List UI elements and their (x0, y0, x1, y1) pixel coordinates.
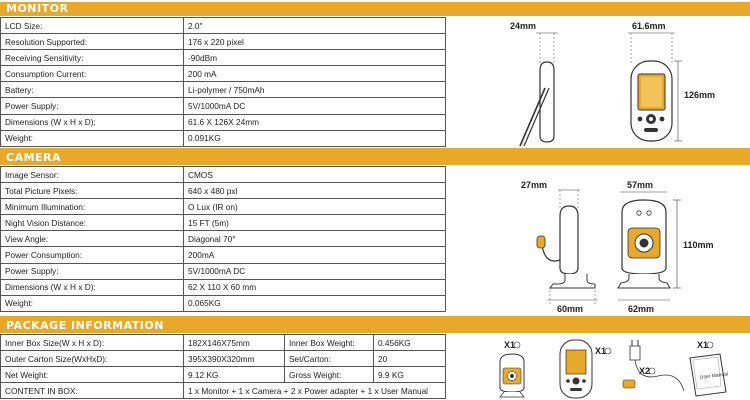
package-value2: 9.9 KG (374, 367, 446, 383)
camera-height-label: 110mm (683, 240, 714, 250)
camera-spec-label: Weight: (1, 295, 184, 311)
monitor-height-label: 126mm (684, 90, 716, 100)
monitor-spec-row (1, 130, 446, 146)
camera-width-bottom-label: 62mm (628, 304, 655, 314)
monitor-spec-label: LCD Size: (1, 18, 184, 34)
camera-spec-label: Total Picture Pixels: (1, 183, 184, 199)
camera-spec-row (1, 167, 446, 183)
package-value2: 0.456KG (374, 335, 446, 351)
monitor-spec-value: 176 x 220 pixel (184, 34, 446, 50)
package-info-table (0, 334, 446, 399)
camera-spec-value: Diagonal 70° (184, 231, 446, 247)
monitor-spec-value: 5V/1000mA DC (184, 98, 446, 114)
monitor-spec-label: Battery: (1, 82, 184, 98)
package-value2: 20 (374, 351, 446, 367)
monitor-spec-table (0, 17, 446, 147)
package-content-label: CONTENT IN BOX: (1, 383, 184, 399)
monitor-spec-label: Weight: (1, 130, 184, 146)
camera-spec-label: Power Consumption: (1, 247, 184, 263)
camera-width-top-label: 57mm (627, 180, 654, 190)
package-content-row (1, 383, 446, 399)
camera-spec-label: Power Supply: (1, 263, 184, 279)
package-section-header: PACKAGE INFORMATION (0, 319, 750, 333)
monitor-spec-label: Power Supply: (1, 98, 184, 114)
monitor-depth-label: 24mm (510, 21, 537, 31)
package-content-value: 1 x Monitor + 1 x Camera + 2 x Power adapter + 1 x User Manual (184, 383, 446, 399)
camera-spec-label: Image Sensor: (1, 167, 184, 183)
package-value: 9.12 KG (184, 367, 285, 383)
monitor-spec-label: Consumption Current: (1, 66, 184, 82)
camera-spec-table (0, 166, 446, 312)
package-value: 182X146X75mm (184, 335, 285, 351)
camera-section-header: CAMERA (0, 151, 750, 165)
camera-spec-row (1, 231, 446, 247)
camera-spec-row (1, 199, 446, 215)
camera-qty-label: X1 (504, 340, 516, 350)
package-row (1, 351, 446, 367)
camera-spec-row (1, 215, 446, 231)
monitor-spec-row (1, 114, 446, 130)
package-label2: Inner Box Weight: (285, 335, 374, 351)
monitor-spec-row (1, 50, 446, 66)
monitor-spec-row (1, 82, 446, 98)
camera-spec-label: Minimum Illumination: (1, 199, 184, 215)
monitor-spec-value: 200 mA (184, 66, 446, 82)
monitor-qty-label: X1 (595, 346, 607, 356)
monitor-spec-row (1, 66, 446, 82)
package-label2: Set/Carton: (285, 351, 374, 367)
camera-spec-label: Dimensions (W x H x D): (1, 279, 184, 295)
monitor-spec-value: 61.6 X 126X 24mm (184, 114, 446, 130)
monitor-spec-label: Resolution Supported: (1, 34, 184, 50)
adapter-qty-label: X2 (639, 366, 651, 376)
camera-spec-label: Night Vision Distance: (1, 215, 184, 231)
camera-spec-value: 62 X 110 X 60 mm (184, 279, 446, 295)
package-row (1, 367, 446, 383)
monitor-spec-value: 0.091KG (184, 130, 446, 146)
monitor-spec-row (1, 98, 446, 114)
monitor-spec-label: Dimensions (W x H x D): (1, 114, 184, 130)
package-value: 395X390X320mm (184, 351, 285, 367)
monitor-spec-label: Receiving Sensitivity: (1, 50, 184, 66)
camera-depth-bottom-label: 60mm (557, 304, 584, 314)
camera-spec-row (1, 279, 446, 295)
monitor-spec-value: -90dBm (184, 50, 446, 66)
camera-spec-value: 640 x 480 pxl (184, 183, 446, 199)
camera-spec-value: O Lux (IR on) (184, 199, 446, 215)
package-label: Net Weight: (1, 367, 184, 383)
monitor-section-header: MONITOR (0, 2, 750, 16)
camera-spec-value: 0.065KG (184, 295, 446, 311)
package-label2: Gross Weight: (285, 367, 374, 383)
monitor-spec-row (1, 34, 446, 50)
camera-depth-top-label: 27mm (521, 180, 548, 190)
monitor-spec-value: 2.0" (184, 18, 446, 34)
camera-spec-row (1, 295, 446, 311)
package-label: Outer Carton Size(WxHxD): (1, 351, 184, 367)
camera-spec-row (1, 263, 446, 279)
manual-qty-label: X1 (697, 340, 709, 350)
camera-spec-value: 200mA (184, 247, 446, 263)
camera-spec-row (1, 247, 446, 263)
camera-spec-value: 5V/1000mA DC (184, 263, 446, 279)
package-row (1, 335, 446, 351)
package-contents-illustration (488, 336, 743, 400)
camera-spec-value: 15 FT (5m) (184, 215, 446, 231)
monitor-dimension-diagram (500, 18, 740, 148)
monitor-width-label: 61.6mm (632, 21, 666, 31)
camera-dimension-diagram (505, 170, 740, 315)
camera-spec-row (1, 183, 446, 199)
monitor-spec-value: Li-polymer / 750mAh (184, 82, 446, 98)
camera-spec-value: CMOS (184, 167, 446, 183)
manual-cover-text: User Manual (699, 371, 729, 381)
monitor-spec-row (1, 18, 446, 34)
camera-spec-label: View Angle: (1, 231, 184, 247)
package-label: Inner Box Size(W x H x D): (1, 335, 184, 351)
